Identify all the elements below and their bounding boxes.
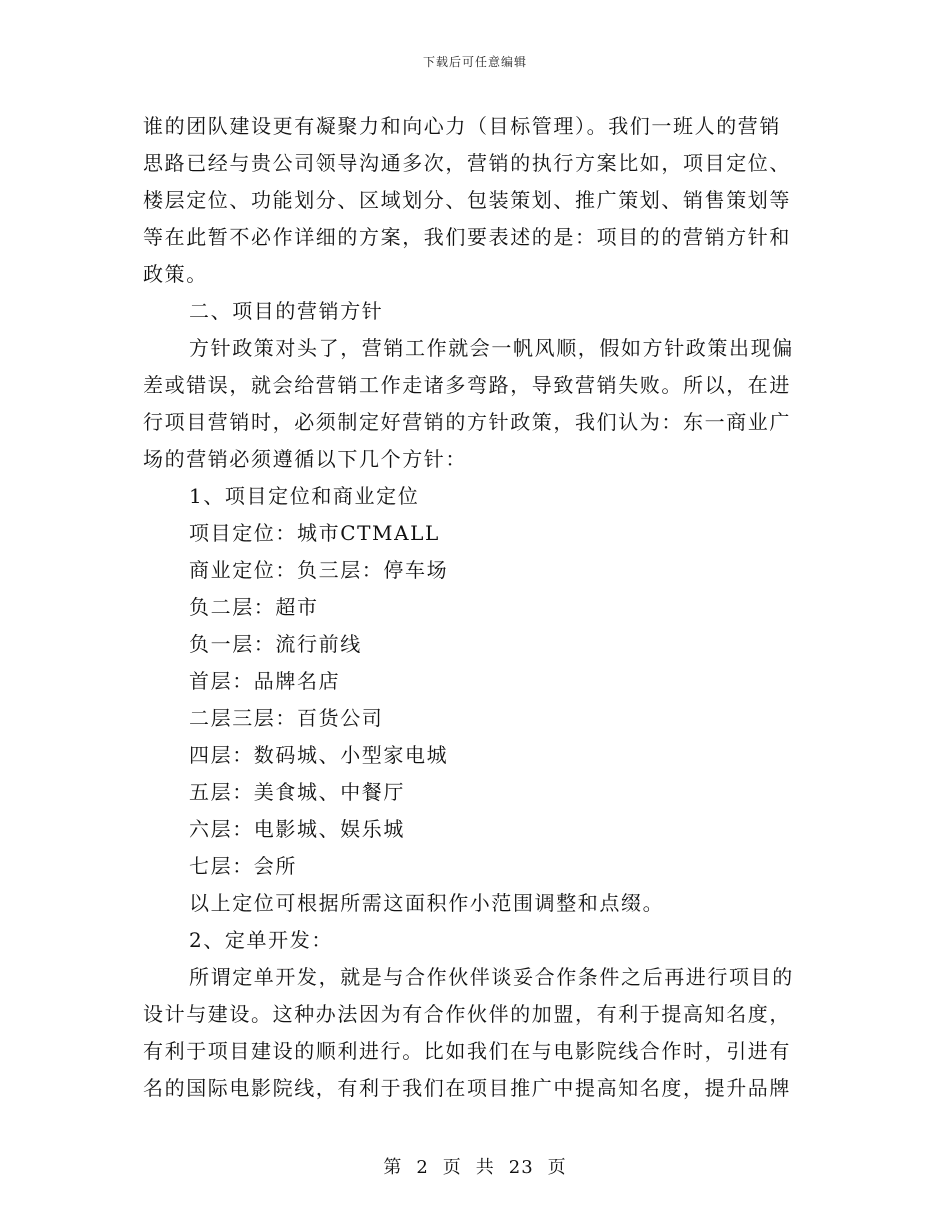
text-line: 二、项目的营销方针 [189,299,384,323]
text-line: 项目定位：城市CTMALL [189,521,440,545]
text-line: 五层：美食城、中餐厅 [189,780,405,804]
text-line: 楼层定位、功能划分、区域划分、包装策划、推广策划、销售策划等 [143,188,791,212]
text-line: 名的国际电影院线，有利于我们在项目推广中提高知名度，提升品牌 [143,1076,791,1100]
page-footer [0,1153,950,1179]
footer-suffix: 页 [547,1157,567,1178]
footer-total-pages: 23 [508,1157,534,1178]
footer-prefix: 第 [383,1157,403,1178]
text-line: 商业定位：负三层：停车场 [189,558,449,582]
text-line: 政策。 [143,262,208,286]
text-line: 行项目营销时，必须制定好营销的方针政策，我们认为：东一商业广 [143,410,791,434]
text-line: 场的营销必须遵循以下几个方针： [143,447,467,471]
footer-page-word: 页 [442,1157,462,1178]
document-body [143,108,803,1107]
text-line: 谁的团队建设更有凝聚力和向心力（目标管理）。我们一班人的营销 [143,114,781,138]
text-line: 所谓定单开发，就是与合作伙伴谈妥合作条件之后再进行项目的 [189,965,794,989]
text-line: 设计与建设。这种办法因为有合作伙伴的加盟，有利于提高知名度， [143,1002,791,1026]
text-line: 六层：电影城、娱乐城 [189,817,405,841]
text-line: 思路已经与贵公司领导沟通多次，营销的执行方案比如，项目定位、 [143,151,791,175]
text-line: 2、定单开发： [189,928,333,952]
text-line: 等在此暂不必作详细的方案，我们要表述的是：项目的的营销方针和 [143,225,791,249]
text-line: 七层：会所 [189,854,297,878]
page-header: 下载后可任意编辑 [422,55,527,69]
text-line: 方针政策对头了，营销工作就会一帆风顺，假如方针政策出现偏 [189,336,794,360]
text-line: 二层三层：百货公司 [189,706,384,730]
footer-total-prefix: 共 [475,1157,495,1178]
text-line: 1、项目定位和商业定位 [189,484,420,508]
text-line: 四层：数码城、小型家电城 [189,743,449,767]
text-line: 以上定位可根据所需这面积作小范围调整和点缀。 [189,891,665,915]
text-line: 差或错误，就会给营销工作走诸多弯路，导致营销失败。所以，在进 [143,373,791,397]
text-line: 负一层：流行前线 [189,632,362,656]
footer-page-number: 2 [416,1157,429,1178]
text-line: 负二层：超市 [189,595,319,619]
text-line: 首层：品牌名店 [189,669,341,693]
text-line: 有利于项目建设的顺利进行。比如我们在与电影院线合作时，引进有 [143,1039,791,1063]
